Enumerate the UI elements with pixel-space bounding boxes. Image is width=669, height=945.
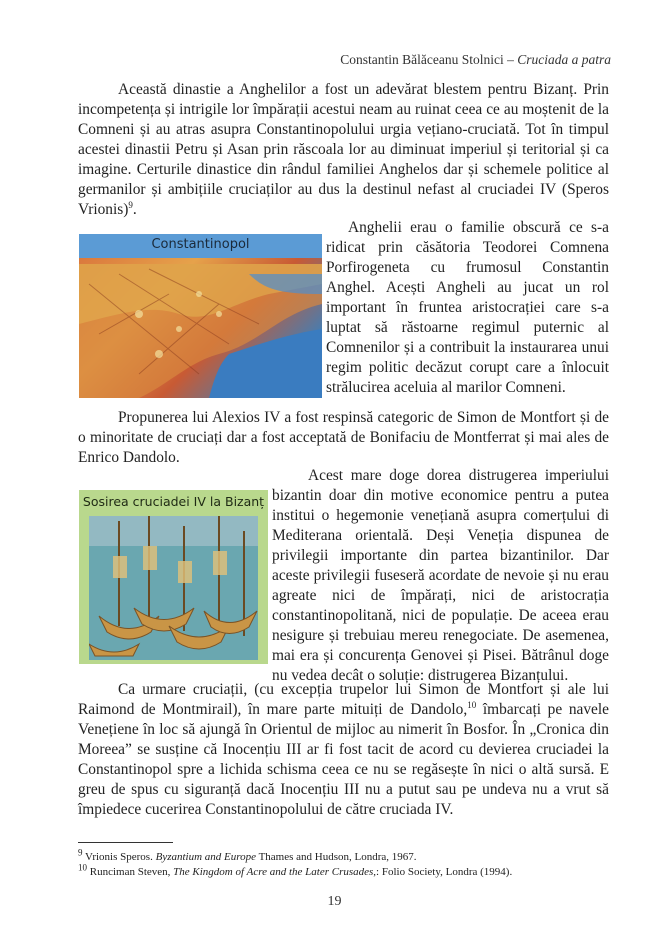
footnote-10-author: Runciman Steven, [87, 866, 174, 878]
footnote-9-title: Byzantium and Europe [155, 851, 257, 863]
side-paragraph-2-text: Acest mare doge dorea distrugerea imperiului bizantin doar din motive economice pentru a putea institui o hegemonie venețiană asupra comerțului di Mediterana orientală. Deși Veneția dispunea de privilegii importante din partea bizantinilor. Dar aceste privilegii fuseseră acordate de nevoie și nu erau agreate nici de împărați, nici de aristocrația constantinopolitană, nici de populație. De aceea erau nesigure și trebuiau mereu renegociate. De asemenea, mai era și concurența Genovei și Pisei. Bătrânul doge nu vedea decât o soluție: distrugerea Bizanțului. [272, 467, 609, 684]
header-title: Cruciada a patra [517, 52, 611, 67]
footnote-9-num: 9 [78, 847, 83, 858]
page-number: 19 [327, 894, 342, 909]
constantinopol-map-illustration [79, 234, 322, 398]
paragraph-1-text: Această dinastie a Anghelilor a fost un adevărat blestem pentru Bizanț. Prin incompetența și intrigile lor împărații acestui neam au ruinat ceea ce au moștenit de la Comneni și au atras asupra Constantinopolului urgia vețiano-cruciată. Tot în timpul acestei dinastii Petru și Asan prin răscoala lor au diminuat imperiul și teritorial și ca imagine. Certurile dinastice din rândul familiei Anghelos dar și schemele politice al germanilor și ambițiile cruciaților au dus la destinul nefast al cruciadei IV (Speros Vrionis) [78, 81, 609, 218]
footnote-ref-9: 9 [128, 199, 133, 210]
header-author: Constantin Bălăceanu Stolnici – [340, 52, 518, 67]
paragraph-3-after: îmbarcați pe navele Venețiene în loc să ajungă în Orientul de mijloc au nimerit în Bosfor. În „Cronica din Moreea” se susține că Inocențiu III ar fi fost tacit de acord cu devierea cruciadei la Constantinopol spre a lichida schisma ceea ce nu se regăsește în nici o altă sursă. E greu de spus cu siguranță dacă Inocențiu III nu a putut sau pe undeva nu a vrut să împiedece cucerirea Constantinopolului de către cruciada IV. [78, 701, 609, 818]
footnote-ref-10: 10 [467, 699, 477, 710]
footnote-divider [78, 842, 173, 843]
paragraph-1-end: . [132, 201, 137, 218]
side-paragraph-1-text: Anghelii erau o familie obscură ce s-a ridicat prin căsătoria Teodorei Comnena Porfirogeneta cu frumosul Constantin Anghel. Acești Angheli au jucat un rol important în fruntea aristocrației care s-a luptat să răstoarne regimul puternic al Comnenilor și a contribuit la instaurarea unui regim politic decăzut corupt care a înlocuit strălucirea aceluia al marilor Comneni. [326, 219, 609, 396]
paragraph-1 [78, 80, 609, 220]
side-paragraph-1 [326, 218, 609, 398]
constantinopol-image [79, 234, 322, 398]
footnote-9-author: Vrionis Speros. [82, 851, 156, 863]
running-header [340, 52, 611, 68]
footnote-10-title: The Kingdom of Acre and the Later Crusades [173, 866, 374, 878]
footnote-9 [78, 847, 609, 865]
crusade-arrival-caption: Sosirea cruciadei IV la Bizanț [82, 494, 265, 509]
crusade-arrival-image [79, 490, 268, 664]
paragraph-2-text: Propunerea lui Alexios IV a fost respinsă categoric de Simon de Montfort și de o minoritate de cruciați dar a fost acceptată de Bonifaciu de Montferrat și mai ales de Enrico Dandolo. [78, 409, 609, 466]
side-paragraph-2 [272, 466, 609, 686]
ships-illustration [89, 516, 258, 660]
paragraph-3 [78, 680, 609, 820]
paragraph-3-before: Ca urmare cruciații, (cu excepția trupelor lui Simon de Montfort și ale lui Raimond de Montmirail), în mare parte mituiți de Dandolo, [78, 681, 609, 718]
paragraph-2 [78, 408, 609, 468]
footnotes [78, 847, 609, 880]
footnote-10-publisher: ,: Folio Society, Londra (1994). [373, 866, 513, 878]
constantinopol-caption: Constantinopol [79, 234, 322, 258]
footnote-9-publisher: Thames and Hudson, Londra, 1967. [256, 851, 417, 863]
footnote-10 [78, 862, 609, 880]
footnote-10-num: 10 [78, 862, 87, 873]
